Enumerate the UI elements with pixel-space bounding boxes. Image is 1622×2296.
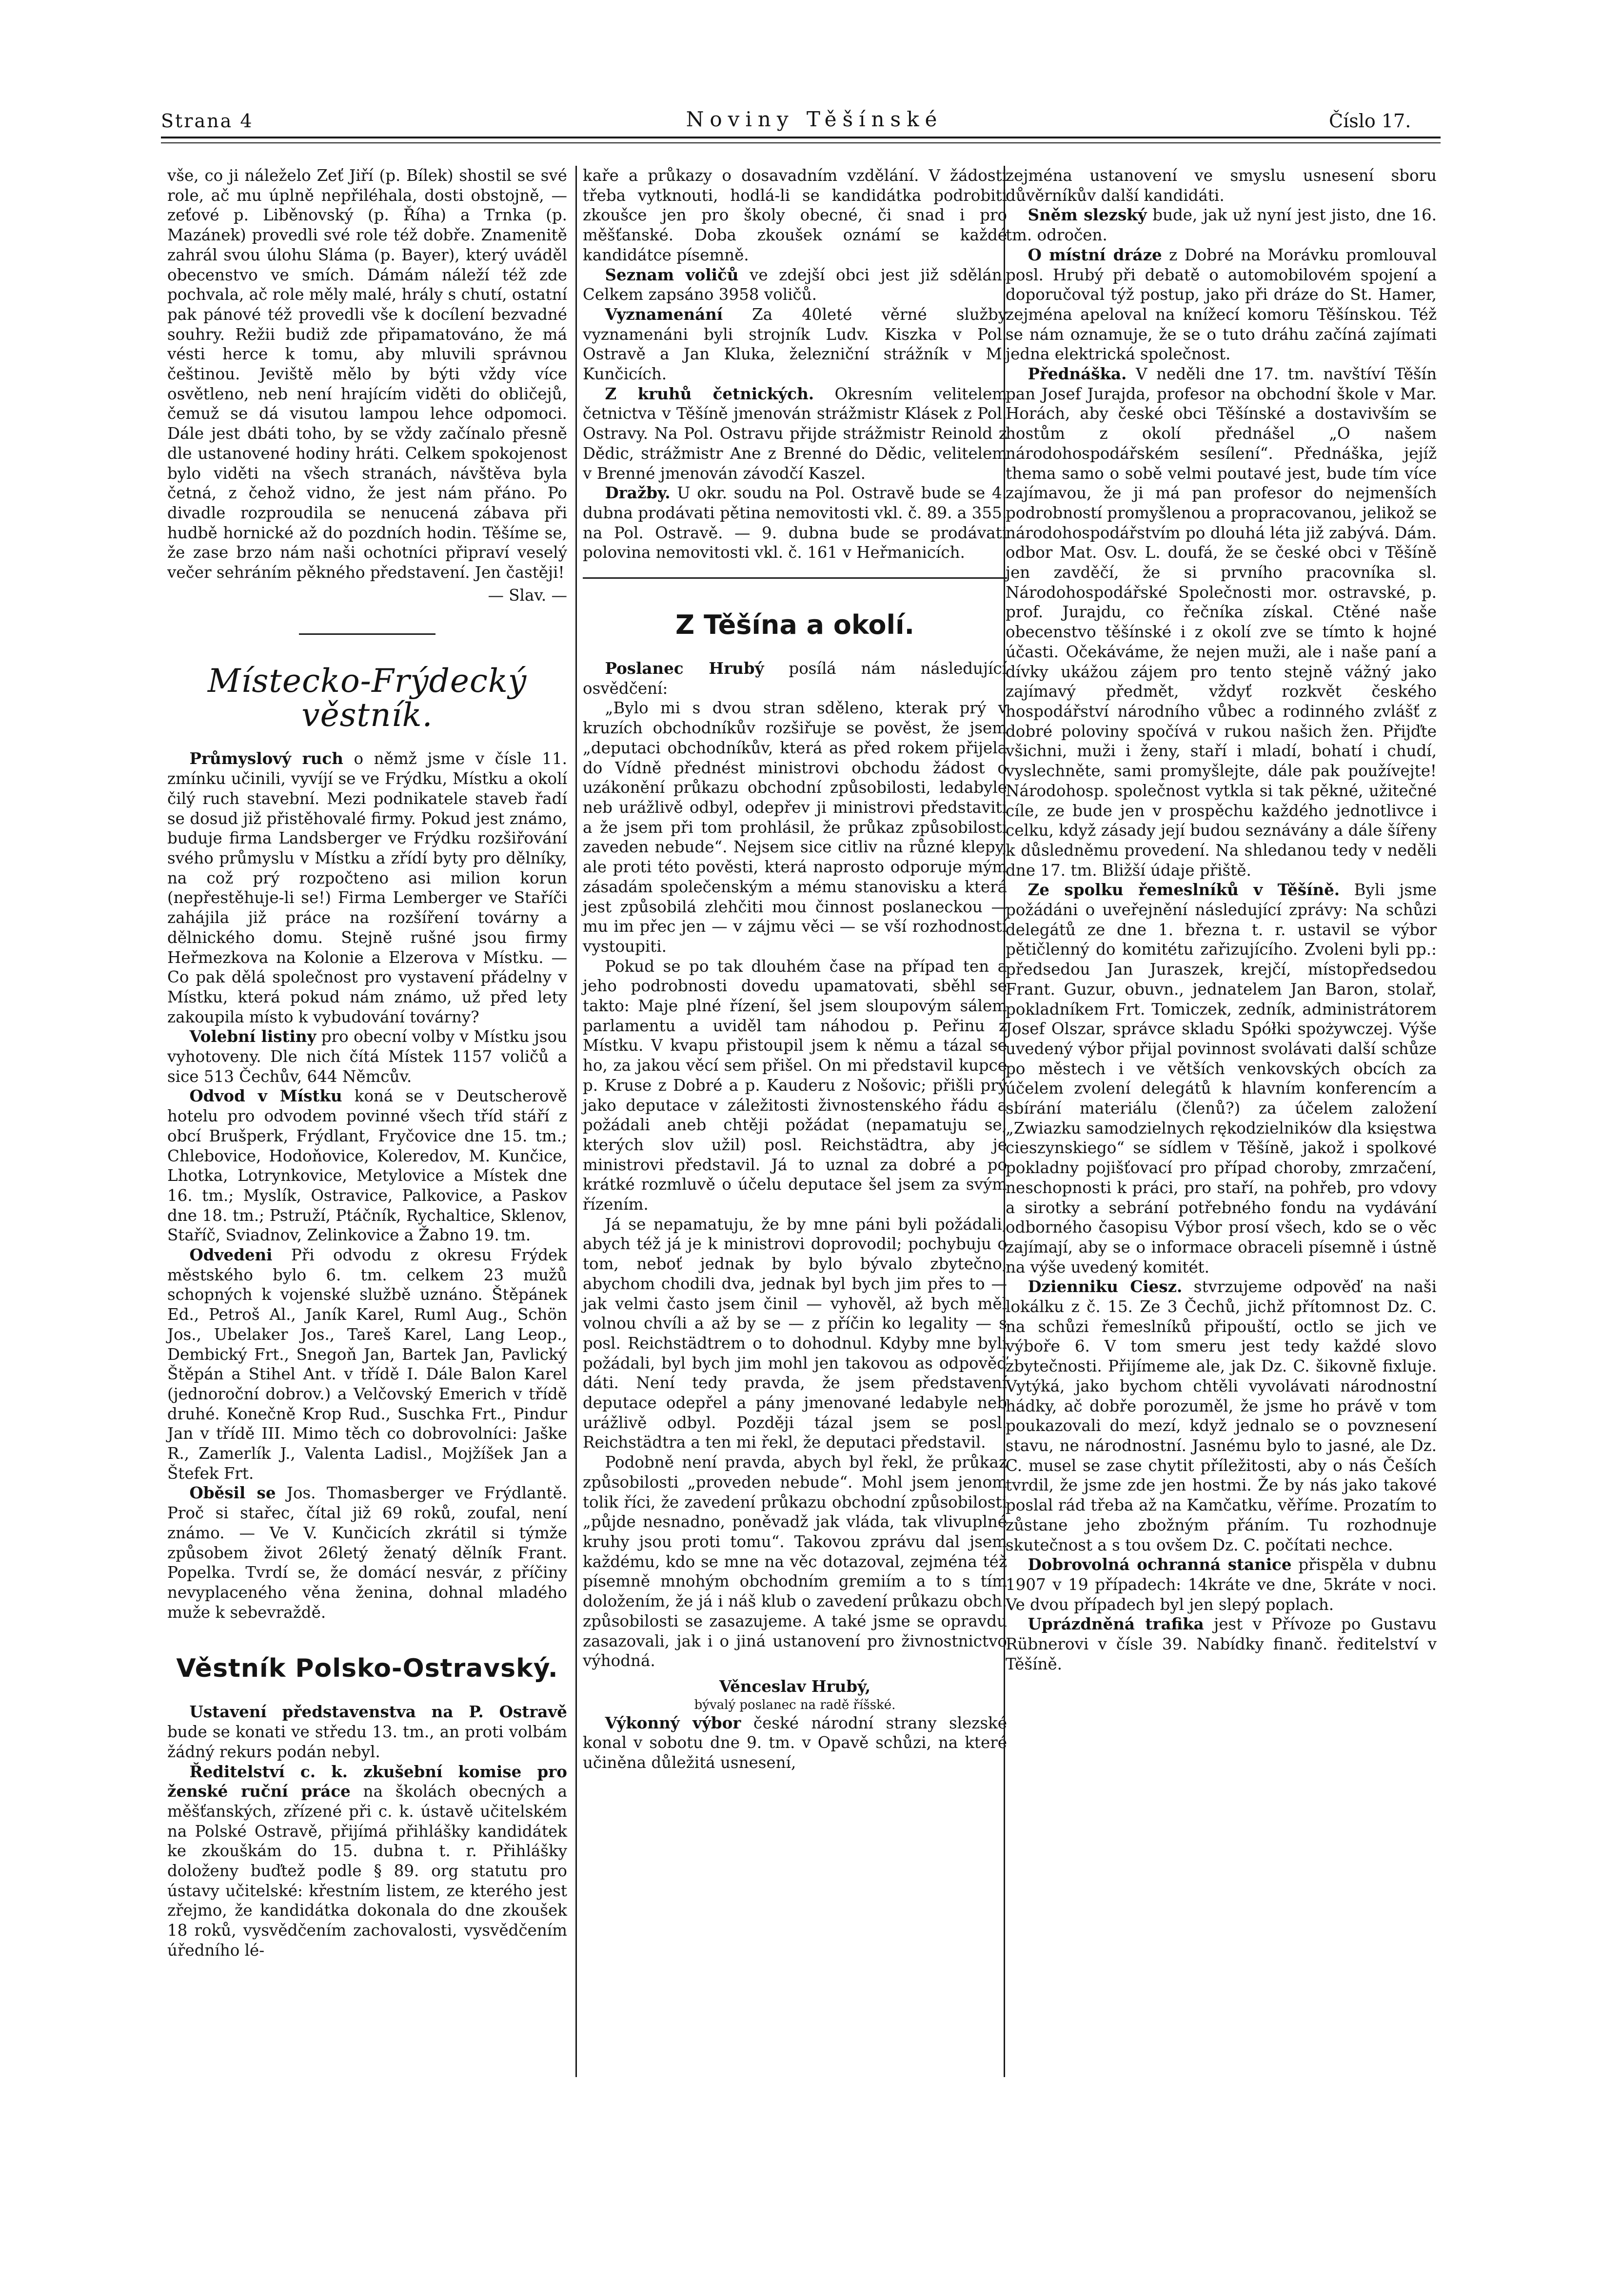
section-title-mistecko: Místecko-Frýdecký věstník. <box>207 662 527 734</box>
article-mistni-draha: O místní dráze z Dobré na Morávku promlouval posl. Hrubý při debatě o automobilovém spojení a doporučoval týž postup, jako při dráze do St. Hamer, zejména apeloval na knížecí komoru Těšínskou. Též se nám oznamuje, že se o tuto dráhu začíná zajímati jedna elektrická společnost. <box>1006 245 1437 364</box>
section-title-polsko-ostravsky: Věstník Polsko-Ostravský. <box>176 1654 558 1684</box>
article-prumysl: Průmyslový ruch o němž jsme v čísle 11. zmínku učinili, vyvíjí se ve Frýdku, Místku a okolí čilý ruch stavební. Mezi podnikatele staveb řadí se dosud již přistěhovalé firmy. Pokud jest známo, buduje firma Landsberger ve Frýdku rozšiřování svého průmyslu v Místku a zřídí byty pro dělníky, na což prý rozpočteno asi milion korun (nepřestěhuje-li se!) Firma Lemberger ve Staříči zahájila již práce na rozšíření továrny a dělnického domu. Stejně rušné jsou firmy Heřmezkova na Kolonie a Elzerova v Místku. — Co pak dělá společnost pro vystavení přádelny v Místku, která pokud nám známo, už před lety zakoupila místo k vybudování továrny? <box>167 749 567 1026</box>
article-odvedeni: Odvedeni Při odvodu z okresu Frýdek městského bylo 6. tm. celkem 23 mužů schopných k vojenské službě uznáno. Štěpánek Ed., Petroš Al., Janík Karel, Ruml Aug., Schön Jos., Ubelaker Jos., Tareš Karel, Lang Leop., Dembický Frt., Snegoň Jan, Bartek Jan, Pavlický Štěpán a Stihel Ant. v třídě I. Dále Balon Karel (jednoroční dobrov.) a Velčovský Emerich v třídě druhé. Konečně Krop Rud., Suschka Frt., Pindur Jan v třídě III. Mimo těch co dobrovolníci: Jaške R., Zamerlík J., Valenta Ladisl., Mojžíšek Jan a Štefek Frt. <box>167 1245 567 1483</box>
article-volebni-listiny: Volební listiny pro obecní volby v Místku jsou vyhotoveny. Dle nich čítá Místek 1157 voličů a sice 513 Čechův, 644 Němcův. <box>167 1027 567 1086</box>
article-cetnictvo: Z kruhů četnických. Okresním velitelem četnictva v Těšíně jmenován strážmistr Klásek z Pol. Ostravy. Na Pol. Ostravu přijde strážmistr Reinold z Dědic, strážmistr Ane z Brenné do Dědic, velitelem v Brenné jmenován závodčí Kaszel. <box>583 384 1008 483</box>
article-hruby-p1: „Bylo mi s dvou stran sděleno, kterak prý v kruzích obchodníkův rozšiřuje se pověst, že jsem „deputaci obchodníkův, která as před rokem přijela do Vídně přednést ministrovi obchodu žádost o uzákonění průkazu obchodní způsobilosti, ledabyle neb urážlivě odbyl, odepřev ji ministrovi představiti a že jsem při tom prohlásil, že průkaz způsobilosti zaveden nebude“. Nejsem sice citliv na různé klepy, ale proti této pověsti, která naprosto odporuje mým zásadám společenským a mému stanovisku a která jest způsobilá zlehčiti mou činnost poslaneckou — mu im přec jen — v zájmu věci — se vší rozhodností vystoupiti. <box>583 699 1007 956</box>
article-hruby-p4: Podobně není pravda, abych byl řekl, že průkaz způsobilosti „proveden nebude“. Mohl jsem jenom tolik říci, že zavedení průkazu obchodní způsobilosti „půjde nesnadno, poněvadž jak vláda, tak vlivuplné kruhy jsou proti tomu“. Takovou zprávu dal jsem každému, kdo se mne na věc dotazoval, zejména též písemně mnohým obchodním gremiím a to s tím doložením, že já i náš klub o zavedení průkazu obch. způsobilosti se zasazujeme. A také jsme se opravdu zasazovali, jak i o jiná ustanovení pro živnostnictvo výhodná. <box>583 1453 1007 1670</box>
header-rule-thin <box>161 142 1441 143</box>
article-remeslnici: Ze spolku řemeslníků v Těšíně. Byli jsme požádáni o uveřejnění následující zprávy: Na schůzi delegátů ze dne 1. března t. r. ustavil se výbor pětičlenný do komitétu zařizujícího. Zvoleni byli pp.: předsedou Jan Juraszek, krejčí, místopředsedou Frant. Guzur, obuvn., jednatelem Jan Baron, stolař, pokladníkem Frt. Tomiczek, zedník, administrátorem Josef Olszar, správce skladu Spółki spożywczej. Výše uvedený výbor přijal povinnost svolávati další schůze po městech i ve větších venkovských obcích za účelem zvolení delegátů k hlavním konferencím a sbírání materiálu (členů?) za účelem založení „Zwiazku samodzielnych rękodzielników dla księstwa cieszynskiego“ se sídlem v Těšíně, jakož i spolkové pokladny pojišťovací pro případ choroby, zmrzačení, neschopnosti k práci, pro staří, na pohřeb, pro vdovy a sirotky a sebrání potřebného fondu na vydávání odborného časopisu Výbor prosí všech, kdo se o věc zajímají, aby se o informace obraceli písemně i ústně na výše uvedený komitét. <box>1006 880 1437 1276</box>
article-continuation-3: zejména ustanovení ve smyslu usnesení sboru důvěrníkův další kandidáti. <box>1006 166 1437 205</box>
article-author: Věnceslav Hrubý, <box>719 1676 871 1696</box>
article-reditelstvi: Ředitelství c. k. zkušební komise pro ženské ruční práce na školách obecných a měšťanských, zřízené při c. k. ústavě učitelském na Polské Ostravě, přijímá přihlášky kandidátek ke zkouškám do 15. dubna t. r. Přihlášky doloženy buďtež podle § 89. org statutu pro ústavy učitelské: křestním listem, ze kterého jest zřejmo, že kandidátka dokonala do dne zkoušek 18 roků, vysvědčením zachovalosti, vysvědčením úředního lé- <box>167 1762 567 1960</box>
section-rule <box>583 577 1007 579</box>
article-hruby-p3: Já se nepamatuju, že by mne páni byli požádali, abych též já je k ministrovi doprovodil; pochybuju o tom, neboť jednak by bylo bývalo zbytečno, abychom chodili dva, jednak byl bych jim přes to — jak velmi často jsem činil — vyhověl, až bych měl volnou chvíli a až by se — z příčin ko legality — s posl. Reichstädtrem o to dohodnul. Kdyby mne byli požádali, byl bych jim mohl jen takovou as odpověď dáti. Není tedy pravda, že jsem představení deputace odepřel a pány jmenované ledabyle neb urážlivě odbyl. Později tázal jsem se posl. Reichstädtra a ten mi řekl, že deputaci představil. <box>583 1215 1007 1452</box>
article-ustaveni: Ustavení představenstva na P. Ostravě bude se konati ve středu 13. tm., an proti volbám žádný rekurs podán nebyl. <box>167 1702 567 1761</box>
issue-number: Číslo 17. <box>1329 110 1411 132</box>
article-obesil-se: Oběsil se Jos. Thomasberger ve Frýdlantě. Proč si stařec, čítal již 69 roků, zoufal, není známo. — Ve V. Kunčicích zkrátil si týmže způsobem život 26letý ženatý dělník Frant. Popelka. Tvrdí se, že domácí nesvár, z příčiny nevyplaceného věna ženina, dohnal mladého muže k sebevraždě. <box>167 1483 568 1622</box>
article-author-title: bývalý poslanec na radě říšské. <box>694 1697 896 1712</box>
article-vyznamenani: Vyznamenání Za 40leté věrné služby vyznamenáni byli strojník Ludv. Kiszka v Pol. Ostravě a Jan Kluka, železniční strážník v M. Kunčicích. <box>583 304 1007 384</box>
article-hruby-intro: Poslanec Hrubý posílá nám následující osvědčení: <box>583 659 1007 698</box>
header-rule-thick <box>161 137 1441 138</box>
article-ochranna-stanice: Dobrovolná ochranná stanice přispěla v dubnu 1907 v 19 případech: 14kráte ve dne, 5kráte v noci. Ve dvou případech byl jen slepý poplach. <box>1006 1555 1437 1614</box>
section-divider <box>299 633 435 635</box>
article-vykonny-vybor: Výkonný výbor české národní strany slezské konal v sobotu dne 9. tm. v Opavě schůzi, na které učiněna důležitá usnesení, <box>583 1713 1007 1772</box>
page-number: Strana 4 <box>161 110 254 132</box>
section-title-tesin: Z Těšína a okolí. <box>675 609 914 641</box>
article-hruby-p2: Pokud se po tak dlouhém čase na případ ten a jeho podrobnosti dovedu upamatovati, sběhl se takto: Maje plné řízení, šel jsem sloupovým sálem parlamentu a uviděl tam náhodou p. Peřinu z Místku. V kvapu přistoupil jsem k němu a tázal se ho, za jakou věcí sem přišel. On mi představil kupce p. Kruse z Dobré a p. Kauderu z Nošovic; přišli prý jako deputace v záležitosti živnostenského řádu a požádali aneb chtěji požádat (nepamatuju se, kterých slov užil) posl. Reichstädtra, aby je ministrovi představil. Já to uznal za dobré a po krátké rozmluvě o účelu deputace šel jsem za svým řízením. <box>583 957 1007 1214</box>
article-snem: Sněm slezský bude, jak už nyní jest jisto, dne 16. tm. odročen. <box>1006 205 1437 245</box>
article-trafika: Uprázdněná trafika jest v Přívoze po Gustavu Rübnerovi v čísle 39. Nabídky finanč. ředitelství v Těšíně. <box>1006 1614 1437 1673</box>
article-continuation: kaře a průkazy o dosavadním vzdělání. V žádosti třeba vytknouti, hodlá-li se kandidátka podrobiti zkoušce jen pro školy obecné, či snad i pro měšťanské. Doba zkoušek oznámí se každé kandidátce písemně. <box>583 166 1007 264</box>
article-seznam-volicu: Seznam voličů ve zdejší obci jest již sdělán. Celkem zapsáno 3958 voličů. <box>583 265 1008 304</box>
columns <box>0 166 1622 2262</box>
theatre-review-text: vše, co ji náleželo Zeť Jiří (p. Bílek) shostil se své role, ač mu úplně nepřiléhala, dosti obstojně, — zeťové p. Liběnovský (p. Říha) a Trnka (p. Mazánek) provedli své role též dobře. Znamenitě zahrál svou úlohu Sláma (p. Bayer), který uváděl obecenstvo ve smích. Dámám náleží též zde pochvala, ač role měly malé, hrály s chutí, ostatní pak pánové též provedli vše k docílení bezvadné souhry. Režii budiž zde připamatováno, že má vésti herce k tomu, aby mluvili správnou češtinou. Jeviště mělo by býti vždy více osvětleno, neb není hrajícím viděti do obličejů, čemuž se dá visutou lampou lehce odpomoci. Dále jest dbáti toho, by se vždy začínalo přesně dle ustanovené hodiny hráti. Celkem spokojenost bylo viděti na všech stranách, návštěva byla četná, z čehož vidno, že jest nám přáno. Po divadle rozproudila se nenucená zábava při hudbě hornické až do pozdních hodin. Těšíme se, že zase brzo nám naši ochotníci připraví veselý večer sehráním pěkného představení. Jen častěji! <box>167 166 567 582</box>
article-dziennik: Dzienniku Ciesz. stvrzujeme odpověď na naši lokálku z č. 15. Ze 3 Čechů, jichž přítomnost Dz. C. na schůzi řemeslníků připouští, octlo se jich ve výboře 6. V tom smeru jest tedy každé slovo zbytečnosti. Přijímeme ale, jak Dz. C. šikovně fixluje. Vytýká, jako bychom chtěli vyvolávati národnostní hádky, ač dobře porozuměl, že jsme ho právě v tom poukazovali do mezí, když jednalo se o povznesení stavu, ne národnostní. Jasnému bylo to jasné, ale Dz. C. musel se zase chytit příležitosti, aby o nás Češích tvrdil, že jsme zde jen hostmi. Že by nás jako takové poslal rád třeba až na Kamčatku, věříme. Prozatím to zůstane jeho zbožným přáním. Tu rozhodnuje skutečnost a s tou ovšem Dz. C. počítati nechce. <box>1006 1277 1437 1554</box>
newspaper-title: Noviny Těšínské <box>686 107 943 131</box>
article-prednaska: Přednáška. V neděli dne 17. tm. navštíví Těšín pan Josef Jurajda, profesor na obchodní škole v Mar. Horách, aby české obci Těšínské a dostavivším se hostům z okolí přednášel „O našem národohospodářském sesílení“. Přednáška, jejíž thema samo o sobě velmi poutavé jest, bude tím více zajímavou, že ji má pan profesor do nejmenších podrobností promyšlenou a propracovanou, jelikož se národohospodářstvím po dlouhá léta již zabývá. Dám. odbor Mat. Osv. L. doufá, že se české obci v Těšíně jen zavděčí, že si prvního pracovníka sl. Národohospodářské Společnosti mor. ostravské, p. prof. Jurajdu, co řečníka získal. Ctěné naše obecenstvo těšínské i z okolí zve se tímto k hojné účasti. Očekáváme, že nejen muži, ale i naše paní a dívky ukážou zájem pro tento stejně vážný jako zajímavý předmět, vždyť rozkvět českého hospodářství národního vůbec a rodinného zvlášť z dobré poloviny spočívá v rukou našich žen. Přijďte všichni, muži i ženy, staří i mladí, bohatí i chudí, vyslechněte, sami promyšlejte, dále pak používejte! Národohosp. společnost vytkla si tak pěkné, užitečné cíle, ze bude jen v prospěchu každého jednotlivce i celku, když zásady její budou seznávány a dále šířeny k důsledněmu provedení. Na shledanou tedy v neděli dne 17. tm. Bližší údaje přiště. <box>1006 364 1437 880</box>
column-2 <box>583 166 1007 1773</box>
theatre-review-signature: — Slav. — <box>488 586 567 605</box>
page-header <box>0 0 1622 146</box>
article-odvod: Odvod v Místku koná se v Deutscherově hotelu pro odvodem povinné všech tříd stáří z obcí Brušperk, Frýdlant, Fryčovice dne 15. tm.; Chlebovice, Hodoňovice, Koleredov, M. Kunčice, Lhotka, Lotrynkovice, Metylovice a Místek dne 16. tm.; Myslík, Ostravice, Palkovice, a Paskov dne 18. tm.; Pstruží, Ptáčník, Rychaltice, Sklenov, Staříč, Sviadnov, Zelinkovice a Žabno 19. tm. <box>167 1086 567 1245</box>
column-3 <box>1006 166 1437 1674</box>
column-1 <box>167 166 567 1961</box>
article-drazby: Dražby. U okr. soudu na Pol. Ostravě bude se 4. dubna prodávati pětina nemovitosti vkl. č. 89. a 355. na Pol. Ostravě. — 9. dubna bude se prodávati polovina nemovitosti vkl. č. 161 v Heřmanicích. <box>583 483 1007 562</box>
